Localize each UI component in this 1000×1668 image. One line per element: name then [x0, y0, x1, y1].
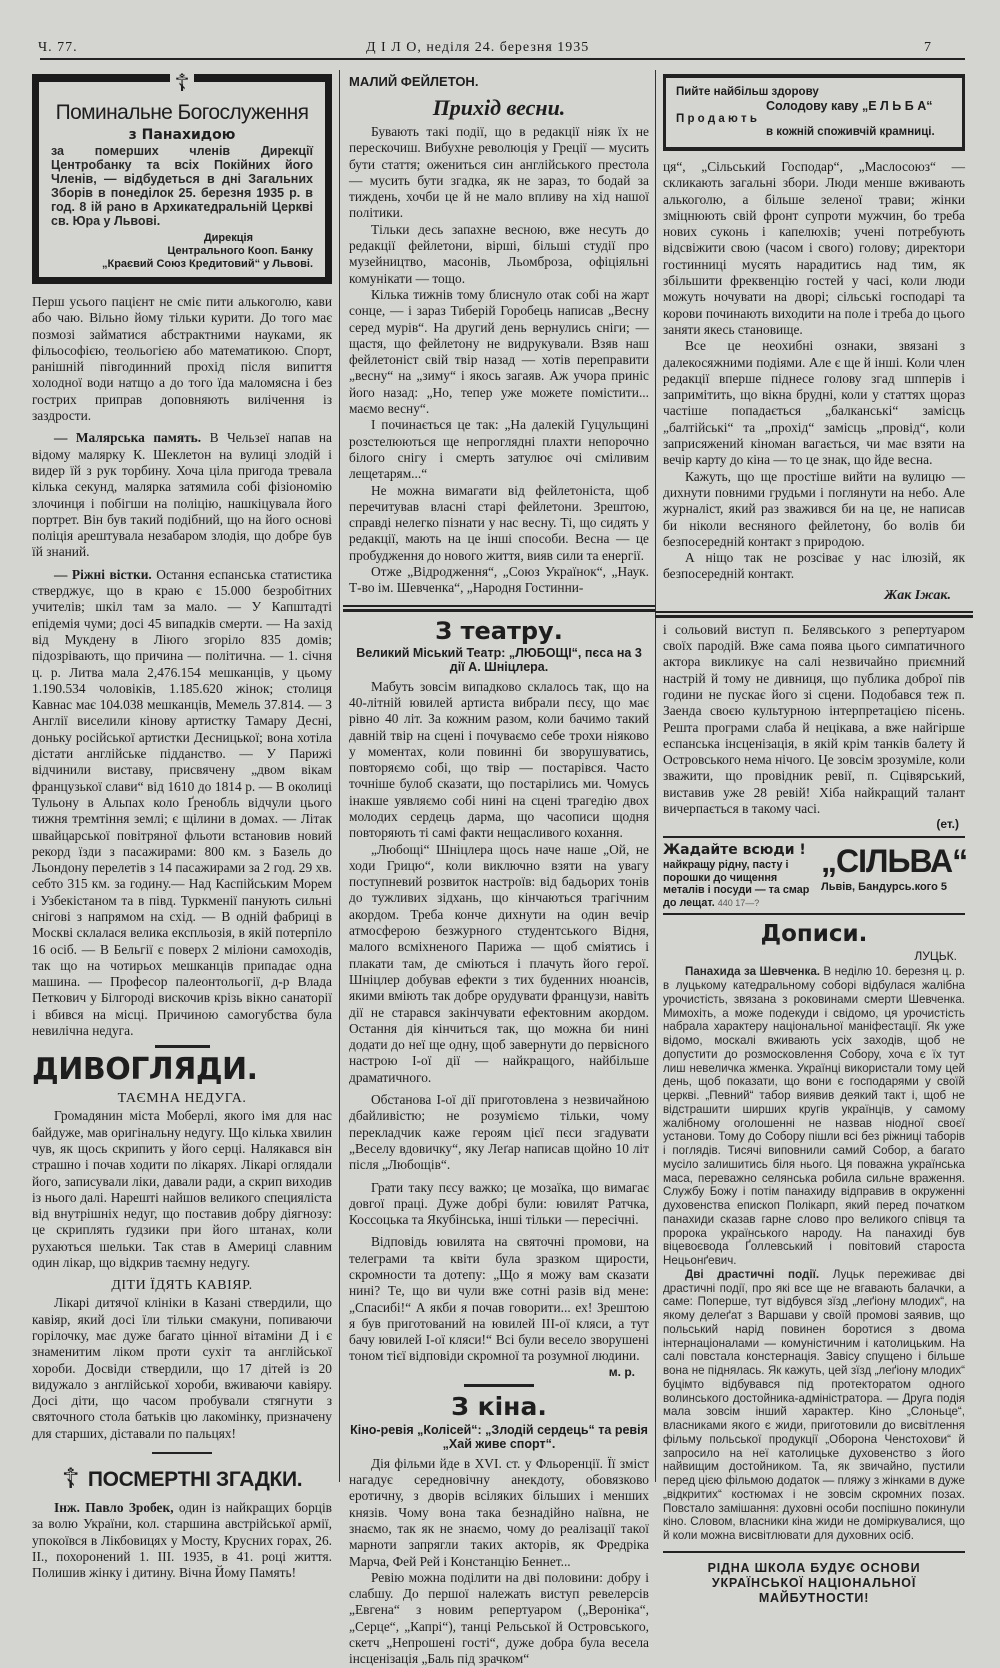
double-rule — [655, 615, 973, 618]
feuilleton-paragraph: Кажуть, що ще простіше вийти на вулицю — дихнути повними грудьми і поглянути на небо. Але журналіст, який раз зважився би на це, не написав би ніколи весняного фейлетону, бо волів би безпосередній контакт з природою. — [663, 468, 965, 549]
news-paragraph: Перш усього пацієнт не сміє пити алькоголю, кави або чаю. Вільно йому тільки курити. До того має позмозі займатися абстрактними науками, як фільософією, теольогією або математикою. Спорт, ранішній півгодинний прохід після випиття холодної води натщо а до того їда маломясна і без гострих приправ доповняють вилічення із заздрости. — [32, 294, 332, 424]
double-rule — [655, 611, 973, 613]
correspondence-place: ЛУЦЬК. — [914, 949, 957, 964]
feuilleton-paragraph: ця“, „Сільський Господар“, „Маслосоюз“ — скликають загальні збори. Люди менше вживають алькоголю, а більше зеленої трави; жінки зміцнюють свій фронт супроти мужчин, бо треба нових суконь і капелюхів; учені потребують відсвіжити свою (часом і свого) голову; директори гостинниці мусять нарадитись над тим, як збільшити фреквенцію гостей у часі, коли люди можуть ночувати на дворі; сільські господарі та корови починають виходити на поле і треба до цього заняти якесь становище. — [663, 159, 965, 337]
feuilleton-continued — [663, 159, 965, 583]
section-divider — [464, 1384, 534, 1387]
feuilleton-signature: Жак Іжак. — [884, 587, 951, 603]
curiosities-section-text: Громадянин міста Моберлі, якого імя для нас байдуже, мав оригінальну недугу. Що кілька хвилин чув, як щось скрипить у його серці. Налякався він страшно і почав ходити по лікарях. Лікарі оглядали його, записували ліки, давали ради, а скрип виходив із нього далі. Нарешті найшов великого специяліста від внутрішніх недуг, що поставив добру діягнозу: це скриплять ґудзики при його штанах, коли рухаються шельки. Так став в Америці славним один лікар, що відкрив таємну недугу. — [32, 1108, 332, 1271]
news-paragraph: — Ріжні вістки. Остання еспанська статистика стверджує, що в краю є 15.000 безробітних учителів; шкіл там за мало. — У Капштадті епідемія чуми; досі 45 випадків смерти. — На захід від Мукдену в Ліюго згоріло 835 домів; підозрівають, що причина — політична. — 1. січня ц. р. Литва мала 2,476.154 мешканців, у цьому 1.190.534 чоловіків, 1.185.620 жінок; столиця Кавнас має 104.038 мешканців, Мемель 37.814. — З Англії виселили кінову артистку Тамару Десні, доньку російської артистки Десницької; вона хотіла дістати англійське підданство. — У Парижі відчинили виставу, присвячену „двом вікам французької слави“ від 1610 до 1814 р. — В околиці Тульону в Альпах коло Ґренобль відчули цього тижня тремтіння землі; є щілини в домах. — Літак швайцарської повітряної фльоти встановив новий рекорд їзди з пасажирами: 800 км. з Базель до Льондону перелетів з 14 пасажирами за 2 год. 29 хв. себто 315 км. за годину.— Над Каспійським Морем і Узбекістаном та в півд. Туркменії панують сильні снігові з напрямом на схід. — В одній фабриці в Москві склалася велика експльозія, в якій потерпіло 16 осіб. — В Бельгії є поверх 2 міліони самоходів, так що на чотирьох мешканців припадає одна машина. — Професор палеонтольогії, д-р Влада Петкович у Білгороді вискочив крізь вікно санаторії і вбився на місці. Причиною самогубства була невилічна недуга. — [32, 566, 332, 1039]
silva-brand-logo: „СІЛЬВА“ — [821, 843, 968, 880]
memorial-ad-subtitle: з Панахидою — [128, 127, 236, 143]
silva-ad-code: 440 17—? — [717, 897, 760, 908]
elba-ad-line: в кожній споживчій крамниці. — [766, 126, 935, 138]
memorial-ad — [32, 71, 332, 284]
slogan-rule — [663, 1551, 965, 1553]
masthead-date: Д І Л О, неділя 24. березня 1935 — [366, 40, 590, 55]
orthodox-cross-icon: ☦ — [61, 1464, 80, 1495]
memorial-ad-signature-1: Дирекція — [203, 232, 253, 244]
theatre-heading: З театру. — [435, 616, 563, 645]
obituary-heading: ПОСМЕРТНІ ЗГАДКИ. — [87, 1468, 303, 1491]
elba-ad-line: П р о д а ю т ь — [676, 113, 757, 125]
issue-number: Ч. 77. — [38, 40, 78, 55]
cinema-signature: (ет.) — [936, 817, 959, 832]
cinema-heading: З кіна. — [451, 1391, 547, 1421]
memorial-ad-signature-2: Центрального Кооп. Банку — [167, 245, 313, 257]
section-divider — [155, 1045, 210, 1048]
review-paragraph: „Любощі“ Шніцлера щось наче наше „Ой, не ходи Грицю“, коли виключно взяти на увагу поступневий розвиток настроїв: від бадьорих тонів до тужливих зідхань, що кінчаються трагічним акордом. Треба конче дихнути на один вечір атмосферою безжурного студентського Відня, малого всміхненого Парижа — щоб сміятись і плакати там, де сміються і плачуть його герої. Шніцлер добував ефекти з тих буденних нюансів, якими вміють так добре орудувати французи, навіть дії не старався закінчувати ефектовним акордом. Остання дія кінчиться так, що можна би нині додати до неї ще одну, щоб завернути до первісного настрою І-ої дії — найкращого, найбільше драматичного. — [349, 841, 649, 1085]
correspondence-paragraph: Панахида за Шевченка. В неділю 10. березня ц. р. в луцькому катедральному соборі відбулася жалібна урочистість, звязана з роковинами смерти Шевченка. Мимохіть, а може подекуди і свідомо, ця урочистість набрала характеру національної маніфестації. Як уже відомо, москалі вживають усіх заходів, щоб не допустити до розмосковлення Собору, хоча є їх тут лиш невеличка жменка. Українці використали тому цей день, щоб показати, що вони є господарями у своїй церкві. „Певний“ табор виявив деякий такт і, щоб не відстрашити ширших кругів українців, у самому жалібному оголошенні не назвав ніодної своєї установи. Тому до Собору пішли всі без ріжниці таборів і поглядів. Тисячі виповнили самий Собор, а багато мусіло залишитись біля нього. Ця поважна українська маса, переважно селянська робила сильне враження. Службу Божу і потім панахиду відправив в окруженні духовенства епископ Полікарп, який перед початком панахиди сказав гарне слово про великого співця та пророка українського народу. На панахиді був віцевоєвода Ґоллевський і повітовий староста Нецьонґевич. — [663, 965, 965, 1268]
news-paragraph: — Малярська память. В Чельзеї напав на відому малярку К. Шеклетон на вулиці злодій і видер їй з рук торбину. Хоча ціла пригода тревала кілька секунд, малярка затямила собі фізіономію злочинця і побігши на поліцію, нашкіцувала його портрет. Він був такий подібний, що на його основі поліція арештувала незабаром злодія, що добре був їй знаний. — [32, 430, 332, 560]
review-paragraph: Грати таку пєсу важко; це мозаїка, що вимагає довгої праці. Дуже добрі були: ювилят Ратчка, Коссоцька та Якубінська, інші тільки — пересічні. — [349, 1179, 649, 1228]
cinema-subtitle: Кіно-ревія „Колісей“: „Злодій сердець“ та ревія „Хай живе спорт“. — [350, 1422, 648, 1452]
right-column — [663, 70, 968, 1606]
middle-column — [349, 70, 649, 1668]
correspondence-heading: Дописи. — [760, 921, 868, 948]
feuilleton-paragraph: І починається це так: „На далекій Гуцульщині розстелюються ще непроглядні плахти непорочно білого снігу і смерть затулює очі сміливим лещетарям...“ — [349, 417, 649, 482]
feuilleton-body — [349, 124, 649, 597]
review-paragraph: Обстанова І-ої дії приготовлена з незвичайною дбайливістю; не розуміємо тільки, чому перекладчик каже героям цієї пєси згадувати „Веселу вдовичку“, яку Леґар написав щойно 10 літ після „Любощів“. — [349, 1092, 649, 1173]
page-number: 7 — [924, 40, 932, 55]
double-rule — [343, 609, 655, 612]
review-paragraph: Дія фільми йде в XVI. ст. у Фльоренції. Її зміст нагадує середновічну анекдоту, обовязково еротичну, з дворів всіляких більших і менших князів. Чому вона така безнадійно наївна, не знаємо, так як не знаємо, чому до реалізації такої марноти запрягли таких акторів, як Фредріка Марча, Фей Рей і Констанцію Беннет... — [349, 1455, 649, 1569]
theatre-review — [349, 679, 649, 1365]
correspondence-body — [663, 965, 965, 1543]
theatre-signature: м. р. — [608, 1364, 635, 1379]
news-column — [32, 294, 332, 1039]
memorial-ad-body: за померших членів Дирекції Центробанку та всіх Покійних його Членів, — відбудеться в дні Загальних Зборів в понеділок 25. березня 1935 р. в год. 8 ій рано в Архикатедральній Церкві св. Юра у Львові. — [51, 144, 313, 228]
memorial-ad-signature-3: „Краєвий Союз Кредитовий“ у Львові. — [101, 258, 313, 270]
curiosities-section-title: ТАЄМНА НЕДУГА. — [117, 1091, 247, 1107]
ad-rule — [663, 913, 965, 915]
cinema-review — [349, 1456, 649, 1668]
feuilleton-paragraph: Тільки десь запахне весною, вже несуть до редакції фейлетони, вірші, більші студії про музейництво, масонів, Льомброза, офіціяльні комунікати — тощо. — [349, 221, 649, 286]
silva-ad-left — [663, 842, 813, 909]
correspondence-paragraph: Дві драстичні події. Луцьк переживає дві драстичні події, про які все ще не вгавають балачки, а саме: Поперше, тут відбувся зїзд „леґіону млодих“, на якому делеґат з Варшави у своїй промові заявив, що польський нарід повинен боротися з двома інтернаціоналами — комуністичним і католицьким. На салі повстала констернація. Завісу спущено і більше вона не піднялась. Як кажуть, цей зїзд „леґіону млодих“ буцімто відбувався під протекторатом одного волинського достойника-адміністратора. — Друга подія мала зовсім інший характер. Кіно „Слоньце“, власниками якого є жиди, приготовили до висвітлення фільму польської продукції „Оборона Ченстохови“ й запросило на неї католицьке духовенство з його найвищим достойником. Та, як звичайно, пустили перед цією фільмою додаток — пляжу з жінками в дуже „відкритих“ костюмах і не зовсім скромних позах. Повстало замішання: духовні особи поспішно покинули кіно. Словом, власники кіна жиди не доміркувалися, що й коли можна висвітлювати для духовних осіб. — [663, 1267, 965, 1543]
silva-ad-right — [821, 842, 967, 894]
feuilleton-title: Прихід весни. — [432, 95, 566, 120]
slogan: РІДНА ШКОЛА БУДУЄ ОСНОВИ УКРАЇНСЬКОЇ НАЦІОНАЛЬНОЇ МАЙБУТНОСТИ! — [707, 1560, 921, 1605]
silva-ad-address: Львів, Бандурсь.кого 5 — [821, 881, 947, 894]
silva-ad-body: найкращу рідну, пасту і порошки до чищення металів і посуди — та смар до лещат. 440 17—? — [663, 859, 810, 909]
feuilleton-paragraph: Кілька тижнів тому блиснуло отак собі на жарт сонце, — і зараз Тиберій Горобець написав „Весну серед мурів“. На другий день вернулись сніги; — щастя, що фейлетону не видрукували. Взяв наш фейлетоніст свій твір назад — хотів переправити „весну“ на „зиму“ і якось загаяв. Аж учора приніс його назад: „Но, тепер уже можете помістити... маємо весну“. — [349, 286, 649, 417]
feuilleton-paragraph: Отже „Відродження“, „Союз Українок“, „Наук. Т-во ім. Шевченка“, „Народня Гостинни- — [349, 564, 649, 596]
curiosities-section-title: ДІТИ ЇДЯТЬ КАВІЯР. — [111, 1278, 253, 1294]
review-paragraph: Відповідь ювилята на святочні промови, на телеграми та квіти була зразком щирости, скромности та дотепу: „Що я можу вам сказати нині? Те, що ви чули вже сотні разів від мене: „Спасибі!“ А якби я почав говорити... ех! Зрештою я був приготований на ювилей ІІІ-ої кляси, а тут бачу ювилей І-ої кляси!“ Всі були весело зворушені тоном тієї відповіди скромної та розумної людини. — [349, 1234, 649, 1364]
feuilleton-paragraph: Бувають такі події, що в редакції ніяк їх не перескочиш. Вибухне революція у Греції — мусить бути стаття; ожениться син англійського престола — мусить бути згадка, як не зараз, то бодай за тиждень, хочби це й не мало впливу на хід нашої політики. — [349, 124, 649, 221]
memorial-ad-title: Поминальне Богослуження — [55, 101, 309, 124]
silva-ad — [663, 838, 968, 913]
orthodox-cross-icon: ☦ — [51, 72, 313, 96]
feuilleton-paragraph: Все це неохибні ознаки, звязані з далекосяжними подіями. Але є ще й інші. Коли член редакції вперше піднесе голову згад шпперів і запримітить, що вікна брудні, коли у статтях щораз частіше попадається „балканські“ замісць „балтійські“ та „прохід“ замісць „провід“, коли заприсяжений кіноман вагається, чи має взяти на вечір карту до кіна — то це знак, що йде весна. — [663, 338, 965, 468]
feuilleton-paragraph: Не можна вимагати від фейлетоніста, щоб перечитував власні старі фейлетони. Зрештою, справді нелегко пізнати у нас весну. Ті, що сидять у редакції, мають на це інші способи. Весна — це пробудження до нового життя, вияв сили та енергії. — [349, 482, 649, 563]
cinema-continued: і сольовий виступ п. Белявського з репертуаром своїх пародій. Вже сама поява цього симпатичного актора викликує на салі незвичайно приємний настрій й тому не дивниця, що публика доброї пів години не пускає його зі сцени. Подобався теж п. Заенда своєю культурною інтерпретацією пісень. Решта програми слаба й нецікава, а вже найгірше еспанська інсценізація, в якій крім танків балету й Островського нема нічого. Це зовсім зрозуміле, коли зважити, що провідник ревії, п. Сцівярський, виставив уже 28 ревій! Хіба найкращий талант вичерпається в такому часі. — [663, 621, 965, 816]
obituary-text: Інж. Павло Зробек, один із найкращих борців за волю України, кол. старшина австрійської армії, упокоївся в Лікбовицях у Мосту, Крусних горах, 26. II., похоронений 1. III. 1935, в 41. році життя. Полишив жінку і дитину. Вічна Йому Память! — [32, 1500, 332, 1581]
curiosities-heading: ДИВОГЛЯДИ. — [32, 1052, 258, 1088]
review-paragraph: Мабуть зовсім випадково склалось так, що на 40-літній ювилей артиста вибрали пєсу, що має рівно 40 літ. За кожним разом, коли бачимо такий давній твір на сцені і почуваємо себе трохи ніяково у моментах, коли повинні би зворушуватись, повторяємо собі, що твір — постарівся. Часто точніше булоб сказати, що постарілись ми. Чомусь інакше уявляємо собі нині на сцені трагедію двох молодих сердець дарма, що часописи щодня повторяють ті самі факти нещасливого кохання. — [349, 678, 649, 841]
curiosities-section-text: Лікарі дитячої клініки в Казані ствердили, що кавіяр, який досі їли тільки смакуни, попиваючи горілочку, має дуже багато цінної вітаміни Д і є знаменитим ліком проти сухіт та англійської хороби. Досвіди ствердили, що 17 дітей із 20 видужало з англійської хороби, вживаючи кавіяру. Досі діти, що часом пробували стягнути з святочного стола батьків цю лакомінку, призначену для старших, діставали по пальцях! — [32, 1295, 332, 1441]
obituary-heading-row — [32, 1464, 332, 1496]
silva-ad-headline: Жадайте всюди ! — [663, 842, 806, 859]
feuilleton-paragraph: А ніщо так не розсіває у нас ілюзій, як безпосередній контакт. — [663, 550, 965, 582]
header-rule — [40, 58, 965, 60]
theatre-subtitle: Великий Міський Театр: „ЛЮБОЩІ“, пєса на 3 дії А. Шніцлера. — [356, 645, 642, 675]
ornament-divider — [152, 1452, 212, 1454]
feuilleton-kicker: МАЛИЙ ФЕЙЛЕТОН. — [349, 74, 479, 89]
elba-ad-line: Пийте найбільш здорову — [676, 86, 819, 98]
double-rule — [343, 605, 655, 607]
elba-ad-line: Солодову каву „Е Л Ь Б А“ — [766, 99, 933, 113]
review-paragraph: Ревію можна поділити на дві половини: добру і слабшу. До першої належать виступ ревелерсів „Евгена“ з новим репертуаром („Вероніка“, „Серце“, „Капрі“), танці Рельської й Островського, скетч „Непрошені гості“, дуже добра була весела інсценізація „Баль під зрачком“ — [349, 1569, 649, 1667]
left-column — [32, 70, 332, 1581]
elba-coffee-ad — [663, 74, 965, 151]
